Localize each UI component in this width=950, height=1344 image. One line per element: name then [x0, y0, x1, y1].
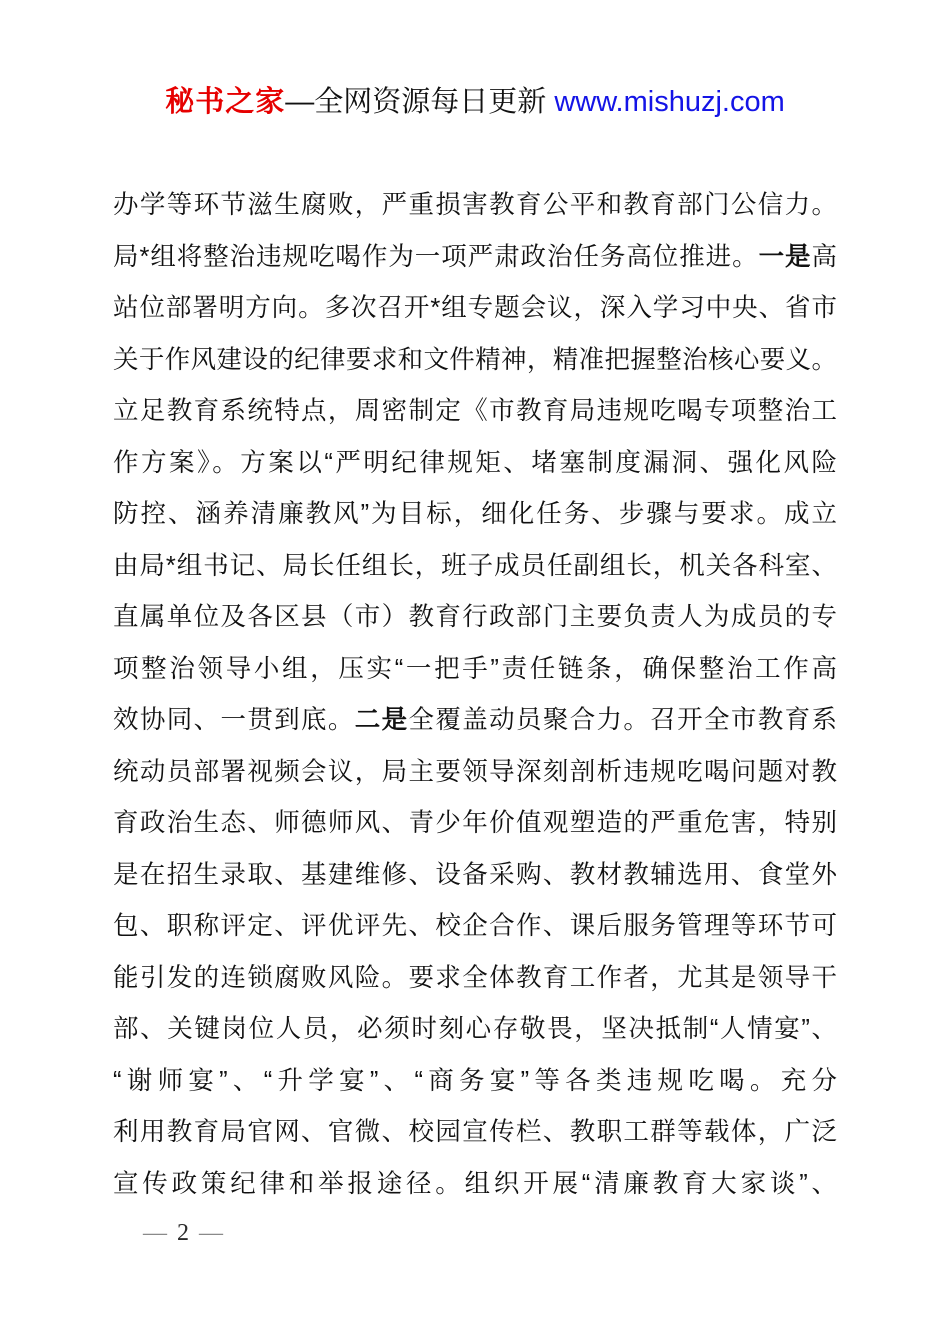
- body-text-segment: 包、职称评定、评优评先、校企合作、课后服务管理等环节可: [113, 912, 837, 940]
- emphasis-text: 二是: [354, 706, 409, 734]
- text-line: [113, 747, 837, 799]
- body-text-segment: 效协同、一贯到底。: [113, 706, 355, 734]
- text-line: [113, 1004, 837, 1056]
- text-line: [113, 541, 837, 593]
- text-line: [113, 1159, 837, 1211]
- text-line: [113, 386, 837, 438]
- body-text-segment: 部、关键岗位人员，必须时刻心存敬畏，坚决抵制“人情宴”、: [113, 1015, 837, 1043]
- page-number: 2: [177, 1220, 189, 1246]
- text-line: [113, 438, 837, 490]
- body-text-segment: 关于作风建设的纪律要求和文件精神，精准把握整治核心要义。: [113, 345, 837, 374]
- text-line: [113, 335, 837, 387]
- body-text-segment: 项整治领导小组，压实“一把手”责任链条，确保整治工作高: [113, 654, 837, 683]
- text-line: [113, 283, 837, 335]
- site-header: [0, 84, 950, 120]
- body-text: [113, 180, 837, 1210]
- body-text-segment: 立足教育系统特点，周密制定《市教育局违规吃喝专项整治工: [113, 397, 837, 425]
- text-line: [113, 850, 837, 902]
- text-line: [113, 901, 837, 953]
- body-text-segment: 局*组将整治违规吃喝作为一项严肃政治任务高位推进。: [113, 242, 759, 271]
- text-line: [113, 180, 837, 232]
- text-line: [113, 953, 837, 1005]
- body-text-segment: 宣传政策纪律和举报途径。组织开展“清廉教育大家谈”、: [113, 1169, 837, 1198]
- footer-dash-left: —: [143, 1220, 167, 1246]
- body-text-segment: 直属单位及各区县（市）教育行政部门主要负责人为成员的专: [113, 603, 837, 631]
- body-text-segment: 防控、涵养清廉教风”为目标，细化任务、步骤与要求。成立: [113, 500, 837, 528]
- body-text-segment: 站位部署明方向。多次召开*组专题会议，深入学习中央、省市: [113, 294, 837, 322]
- text-line: [113, 695, 837, 747]
- footer-dash-right: —: [199, 1220, 223, 1246]
- body-text-segment: 办学等环节滋生腐败，严重损害教育公平和教育部门公信力。: [113, 191, 837, 219]
- body-text-segment: 统动员部署视频会议，局主要领导深刻剖析违规吃喝问题对教: [113, 757, 837, 786]
- body-text-segment: 全覆盖动员聚合力。召开全市教育系: [408, 706, 837, 734]
- body-text-segment: 由局*组书记、局长任组长，班子成员任副组长，机关各科室、: [113, 551, 837, 580]
- text-line: [113, 644, 837, 696]
- text-line: [113, 592, 837, 644]
- body-text-segment: 育政治生态、师德师风、青少年价值观塑造的严重危害，特别: [113, 809, 837, 837]
- text-line: [113, 232, 837, 284]
- site-logo-text: 秘书之家: [165, 86, 286, 118]
- site-url-link[interactable]: www.mishuzj.com: [554, 86, 785, 118]
- body-text-segment: “谢师宴”、“升学宴”、“商务宴”等各类违规吃喝。充分: [113, 1066, 837, 1095]
- page-footer: [143, 1218, 223, 1248]
- body-text-segment: 是在招生录取、基建维修、设备采购、教材教辅选用、食堂外: [113, 860, 837, 889]
- site-tagline: —全网资源每日更新: [285, 86, 555, 118]
- emphasis-text: 一是: [758, 242, 812, 271]
- body-text-segment: 能引发的连锁腐败风险。要求全体教育工作者，尤其是领导干: [113, 963, 837, 992]
- text-line: [113, 1107, 837, 1159]
- body-text-segment: 利用教育局官网、官微、校园宣传栏、教职工群等载体，广泛: [113, 1118, 837, 1146]
- body-text-segment: 高: [811, 242, 837, 271]
- text-line: [113, 489, 837, 541]
- text-line: [113, 1056, 837, 1108]
- body-text-segment: 作方案》。方案以“严明纪律规矩、堵塞制度漏洞、强化风险: [113, 448, 837, 477]
- text-line: [113, 798, 837, 850]
